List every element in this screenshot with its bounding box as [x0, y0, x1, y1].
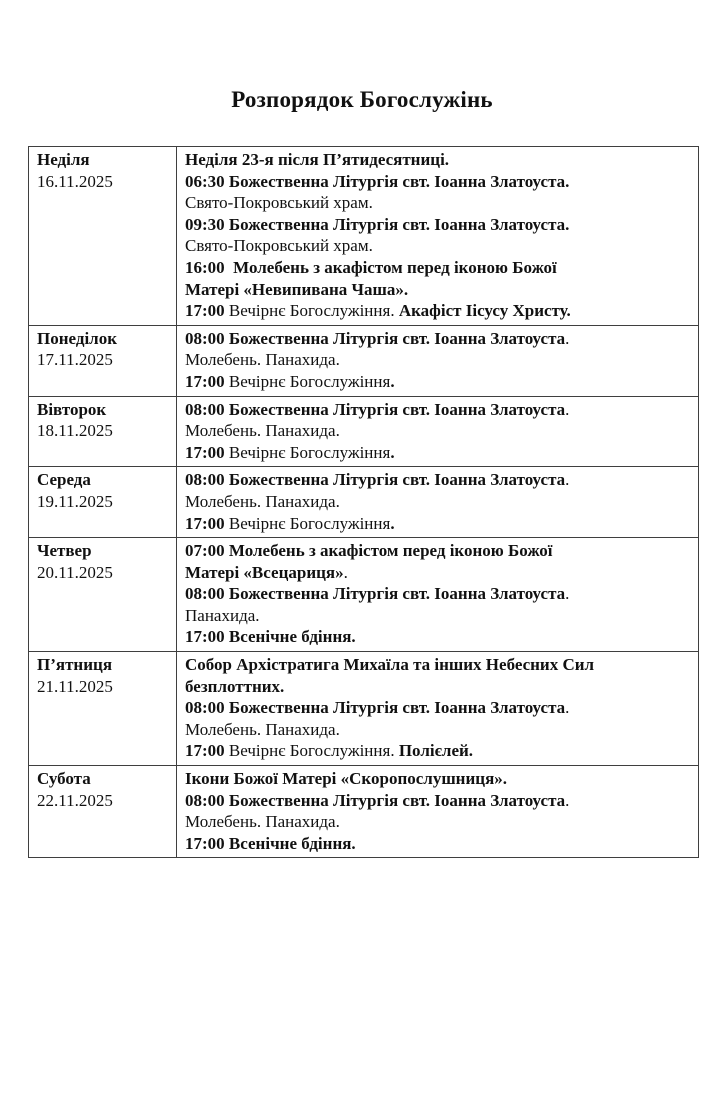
text-segment: Ікони Божої Матері «Скоропослушниця».	[185, 769, 508, 789]
details-cell	[177, 396, 699, 467]
text-segment: Вечірнє Богослужіння	[228, 513, 391, 533]
details-cell	[177, 538, 699, 652]
day-label: Понеділок	[37, 328, 117, 348]
text-segment: .	[390, 513, 395, 533]
schedule-line	[185, 513, 690, 535]
text-segment: 17:00 Всенічне бдіння.	[185, 627, 356, 647]
table-row	[29, 396, 699, 467]
text-segment: 07:00 Молебень з акафістом перед іконою Божої	[185, 541, 553, 561]
day-label: Середа	[37, 470, 91, 490]
text-segment: Матері «Всецариця»	[185, 562, 344, 582]
text-segment: 06:30 Божественна Літургія свт. Іоанна Златоуста.	[185, 171, 570, 191]
schedule-line	[185, 300, 690, 322]
text-segment: безплоттних.	[185, 676, 285, 696]
text-segment: Акафіст Іісусу Христу.	[398, 301, 571, 321]
schedule-line	[185, 235, 690, 257]
text-segment: 17:00	[185, 442, 229, 462]
schedule-line	[185, 676, 690, 698]
date-label: 20.11.2025	[37, 562, 113, 582]
table-row	[29, 325, 699, 396]
text-segment: Молебень. Панахида.	[185, 350, 340, 370]
text-segment: .	[565, 328, 570, 348]
table-row	[29, 652, 699, 766]
schedule-line	[185, 149, 690, 171]
text-segment: 16:00 Молебень з акафістом перед іконою Божої	[185, 257, 557, 277]
table-row	[29, 538, 699, 652]
text-segment: Вечірнє Богослужіння.	[228, 301, 399, 321]
day-cell	[29, 325, 177, 396]
schedule-line	[185, 349, 690, 371]
text-segment: Вечірнє Богослужіння	[228, 371, 391, 391]
schedule-line	[185, 697, 690, 719]
text-segment: Свято-Покровський храм.	[185, 236, 373, 256]
day-cell	[29, 396, 177, 467]
day-cell	[29, 652, 177, 766]
document-page	[0, 84, 724, 1108]
date-label: 18.11.2025	[37, 421, 113, 441]
text-segment: 17:00	[185, 301, 229, 321]
schedule-line	[185, 768, 690, 790]
details-cell	[177, 652, 699, 766]
text-segment: 09:30 Божественна Літургія свт. Іоанна Златоуста.	[185, 214, 570, 234]
details-cell	[177, 147, 699, 326]
details-cell	[177, 467, 699, 538]
schedule-line	[185, 491, 690, 513]
schedule-line	[185, 279, 690, 301]
text-segment: .	[390, 371, 395, 391]
text-segment: 08:00 Божественна Літургія свт. Іоанна Златоуста	[185, 698, 566, 718]
text-segment: .	[565, 698, 570, 718]
schedule-table-body	[29, 147, 699, 858]
details-cell	[177, 766, 699, 858]
text-segment: 08:00 Божественна Літургія свт. Іоанна Златоуста	[185, 470, 566, 490]
text-segment: 17:00	[185, 513, 229, 533]
schedule-line	[185, 811, 690, 833]
schedule-line	[185, 605, 690, 627]
day-cell	[29, 467, 177, 538]
schedule-line	[185, 562, 690, 584]
text-segment: 08:00 Божественна Літургія свт. Іоанна Златоуста	[185, 328, 566, 348]
schedule-line	[185, 790, 690, 812]
details-cell	[177, 325, 699, 396]
schedule-line	[185, 399, 690, 421]
date-label: 19.11.2025	[37, 491, 113, 511]
date-label: 21.11.2025	[37, 676, 113, 696]
text-segment: 08:00 Божественна Літургія свт. Іоанна Златоуста	[185, 790, 566, 810]
text-segment: Молебень. Панахида.	[185, 812, 340, 832]
schedule-line	[185, 214, 690, 236]
text-segment: 17:00	[185, 371, 229, 391]
schedule-line	[185, 740, 690, 762]
text-segment: Собор Архістратига Михаїла та інших Небесних Сил	[185, 655, 595, 675]
text-segment: Свято-Покровський храм.	[185, 193, 373, 213]
day-label: Четвер	[37, 541, 92, 561]
text-segment: Молебень. Панахида.	[185, 491, 340, 511]
schedule-line	[185, 328, 690, 350]
schedule-line	[185, 833, 690, 855]
date-label: 22.11.2025	[37, 790, 113, 810]
table-row	[29, 147, 699, 326]
schedule-line	[185, 371, 690, 393]
text-segment: .	[343, 562, 348, 582]
schedule-line	[185, 257, 690, 279]
text-segment: 17:00 Всенічне бдіння.	[185, 833, 356, 853]
text-segment: Панахида.	[185, 605, 260, 625]
table-row	[29, 467, 699, 538]
schedule-line	[185, 171, 690, 193]
date-label: 17.11.2025	[37, 350, 113, 370]
text-segment: 17:00	[185, 741, 229, 761]
text-segment: Полієлей.	[398, 741, 474, 761]
text-segment: .	[565, 790, 570, 810]
text-segment: .	[565, 584, 570, 604]
text-segment: Молебень. Панахида.	[185, 719, 340, 739]
schedule-line	[185, 469, 690, 491]
day-label: Неділя	[37, 150, 90, 169]
day-label: Вівторок	[37, 399, 107, 419]
text-segment: .	[390, 442, 395, 462]
text-segment: .	[565, 470, 570, 490]
schedule-line	[185, 192, 690, 214]
text-segment: Неділя 23-я після П’ятидесятниці.	[185, 150, 450, 169]
text-segment: Вечірнє Богослужіння.	[228, 741, 399, 761]
date-label: 16.11.2025	[37, 171, 113, 191]
day-label: Субота	[37, 769, 91, 789]
schedule-line	[185, 719, 690, 741]
text-segment: Вечірнє Богослужіння	[228, 442, 391, 462]
day-cell	[29, 766, 177, 858]
text-segment: Молебень. Панахида.	[185, 421, 340, 441]
page-title: Розпорядок Богослужінь	[231, 87, 493, 112]
schedule-line	[185, 442, 690, 464]
text-segment: 08:00 Божественна Літургія свт. Іоанна Златоуста	[185, 584, 566, 604]
schedule-line	[185, 420, 690, 442]
schedule-line	[185, 654, 690, 676]
schedule-line	[185, 540, 690, 562]
table-row	[29, 766, 699, 858]
schedule-table	[28, 146, 699, 858]
day-cell	[29, 538, 177, 652]
text-segment: Матері «Невипивана Чаша».	[185, 279, 409, 299]
text-segment: .	[565, 399, 570, 419]
text-segment: 08:00 Божественна Літургія свт. Іоанна Златоуста	[185, 399, 566, 419]
day-cell	[29, 147, 177, 326]
schedule-line	[185, 626, 690, 648]
day-label: П’ятниця	[37, 655, 113, 675]
schedule-line	[185, 583, 690, 605]
